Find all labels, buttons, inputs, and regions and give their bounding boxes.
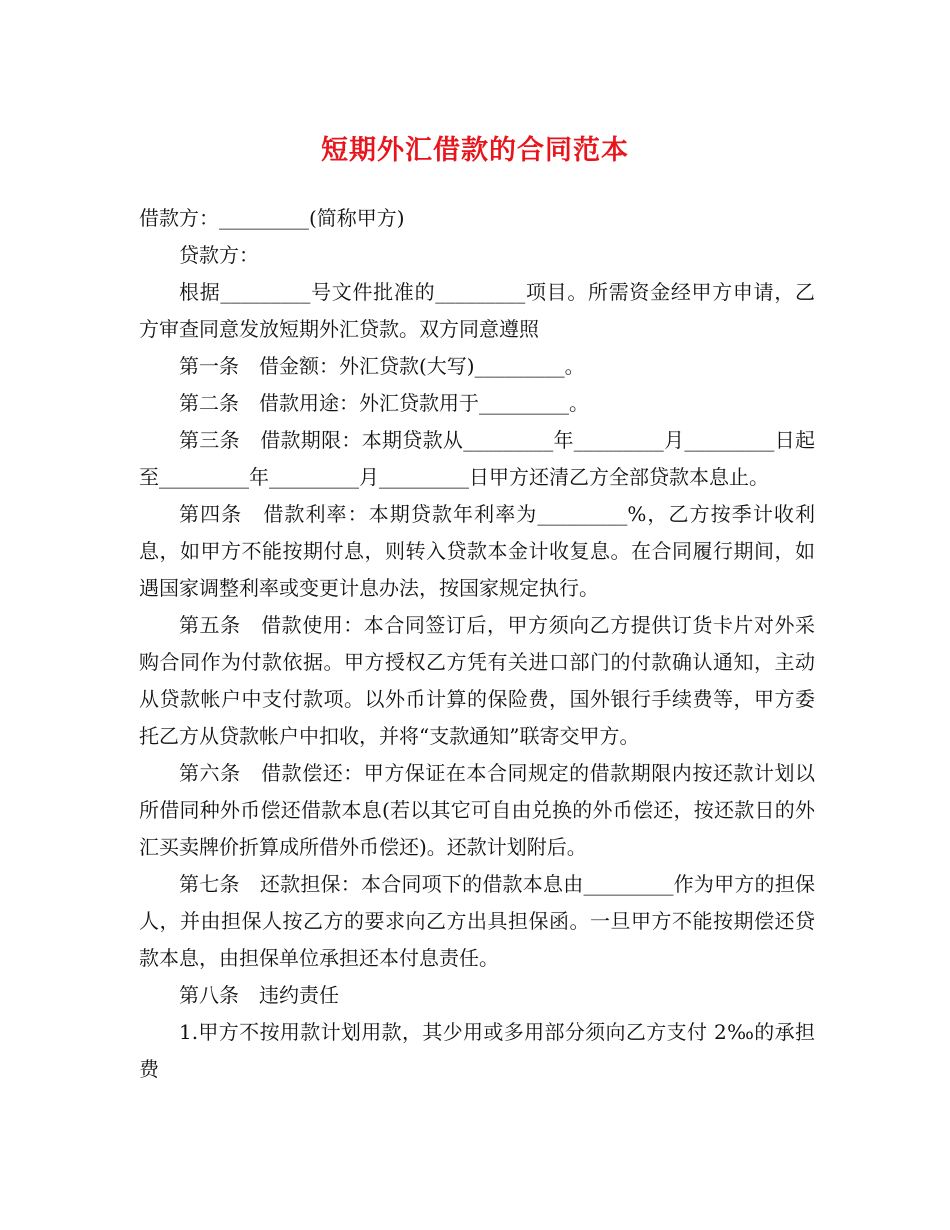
paragraph-article-3: 第三条 借款期限：本期贷款从_________年_________月_________日起至_________年_________月_________日甲方还清乙方全部贷款本息止。: [139, 428, 815, 489]
paragraph-preamble: 根据_________号文件批准的_________项目。所需资金经甲方申请，乙方审查同意发放短期外汇贷款。双方同意遵照: [139, 280, 815, 341]
paragraph-lender: 贷款方：: [179, 243, 259, 267]
paragraph-article-5: 第五条 借款使用：本合同签订后，甲方须向乙方提供订货卡片对外采购合同作为付款依据。甲方授权乙方凭有关进口部门的付款确认通知，主动从贷款帐户中支付款项。以外币计算的保险费，国外银行手续费等，甲方委托乙方从贷款帐户中扣收，并将“支款通知”联寄交甲方。: [139, 613, 815, 748]
paragraph-article-8: 第八条 违约责任: [179, 983, 339, 1007]
paragraph-article-7: 第七条 还款担保：本合同项下的借款本息由_________作为甲方的担保人，并由担保人按乙方的要求向乙方出具担保函。一旦甲方不能按期偿还贷款本息，由担保单位承担还本付息责任。: [139, 872, 815, 970]
paragraph-article-1: 第一条 借金额：外汇贷款(大写)_________。: [179, 354, 585, 378]
paragraph-borrower: 借款方：_________(简称甲方): [139, 206, 405, 230]
paragraph-article-6: 第六条 借款偿还：甲方保证在本合同规定的借款期限内按还款计划以所借同种外币偿还借款本息(若以其它可自由兑换的外币偿还，按还款日的外汇买卖牌价折算成所借外币偿还)。还款计划附后。: [139, 761, 815, 859]
paragraph-article-4: 第四条 借款利率：本期贷款年利率为_________%，乙方按季计收利息，如甲方不能按期付息，则转入贷款本金计收复息。在合同履行期间，如遇国家调整利率或变更计息办法，按国家规定执行。: [139, 502, 815, 600]
paragraph-clause-1: 1.甲方不按用款计划用款，其少用或多用部分须向乙方支付 2‰的承担费: [139, 1020, 815, 1081]
document-title: 短期外汇借款的合同范本: [321, 135, 629, 166]
document-body: [139, 200, 815, 1088]
paragraph-article-2: 第二条 借款用途：外汇贷款用于_________。: [179, 391, 589, 415]
